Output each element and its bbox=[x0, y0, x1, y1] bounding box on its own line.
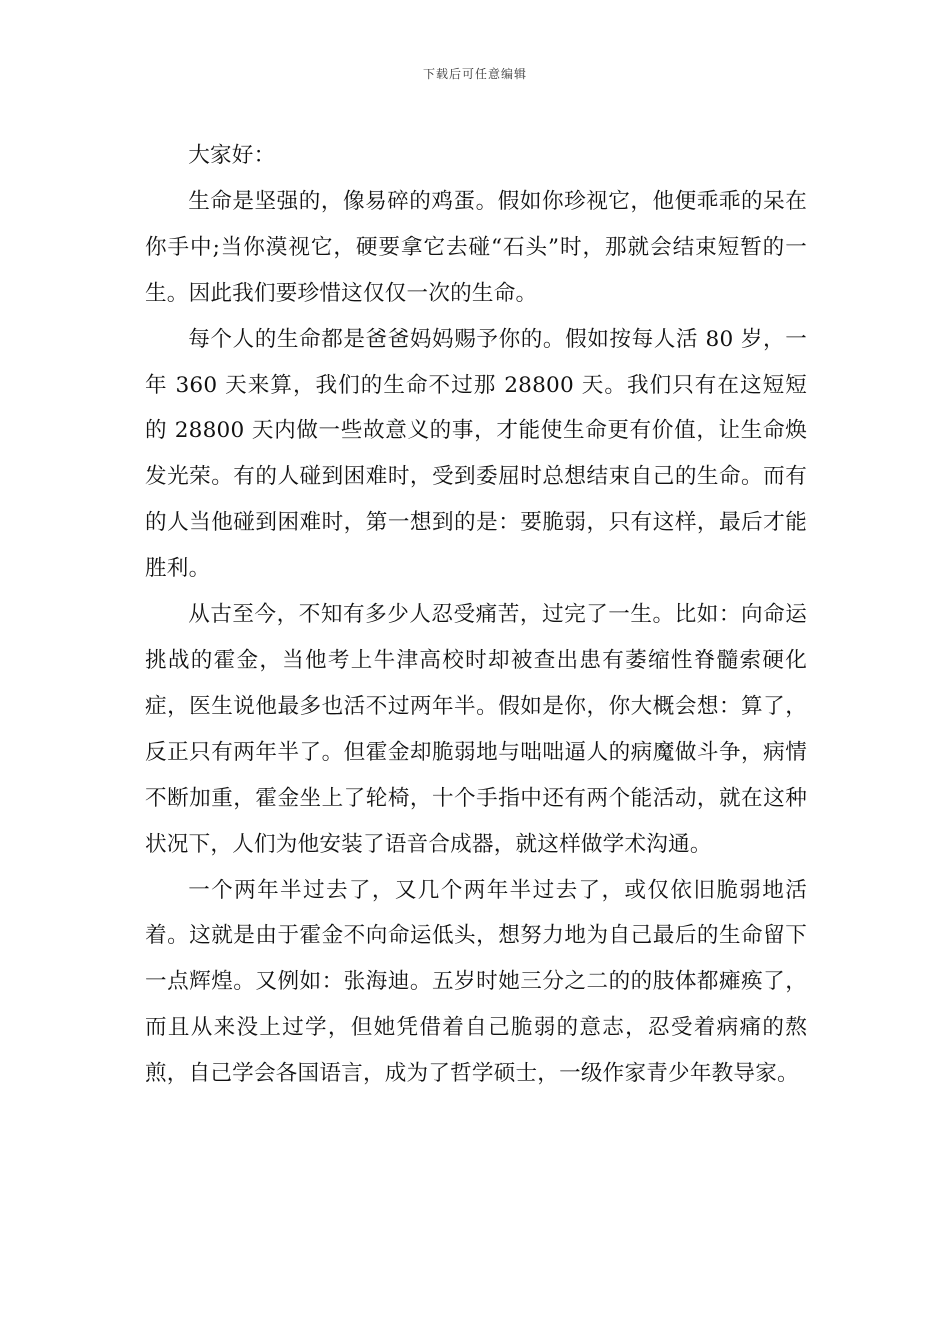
page-header: 下载后可任意编辑 bbox=[422, 67, 527, 81]
paragraph-1: 生命是坚强的，像易碎的鸡蛋。假如你珍视它，他便乖乖的呆在你手中;当你漠视它，硬要拿它去碰“石头”时，那就会结束短暂的一生。因此我们要珍惜这仅仅一次的生命。 bbox=[145, 188, 807, 306]
document-body bbox=[145, 133, 807, 1097]
paragraph-3: 从古至今，不知有多少人忍受痛苦，过完了一生。比如：向命运挑战的霍金，当他考上牛津高校时却被查出患有萎缩性脊髓索硬化症，医生说他最多也活不过两年半。假如是你，你大概会想：算了，反正只有两年半了。但霍金却脆弱地与咄咄逼人的病魔做斗争，病情不断加重，霍金坐上了轮椅，十个手指中还有两个能活动，就在这种状况下，人们为他安装了语音合成器，就这样做学术沟通。 bbox=[145, 602, 807, 857]
greeting-paragraph: 大家好： bbox=[188, 143, 276, 168]
paragraph-4: 一个两年半过去了，又几个两年半过去了，或仅依旧脆弱地活着。这就是由于霍金不向命运低头，想努力地为自己最后的生命留下一点辉煌。又例如：张海迪。五岁时她三分之二的的肢体都瘫痪了，而且从来没上过学，但她凭借着自己脆弱的意志，忍受着病痛的熬煎，自己学会各国语言，成为了哲学硕士，一级作家青少年教导家。 bbox=[145, 877, 807, 1087]
paragraph-2: 每个人的生命都是爸爸妈妈赐予你的。假如按每人活 80 岁，一年 360 天来算，我们的生命不过那 28800 天。我们只有在这短短的 28800 天内做一些故意义的事，才能使生命更有价值，让生命焕发光荣。有的人碰到困难时，受到委屈时总想结束自己的生命。而有的人当他碰到困难时，第一想到的是：要脆弱，只有这样，最后才能胜利。 bbox=[145, 326, 807, 582]
